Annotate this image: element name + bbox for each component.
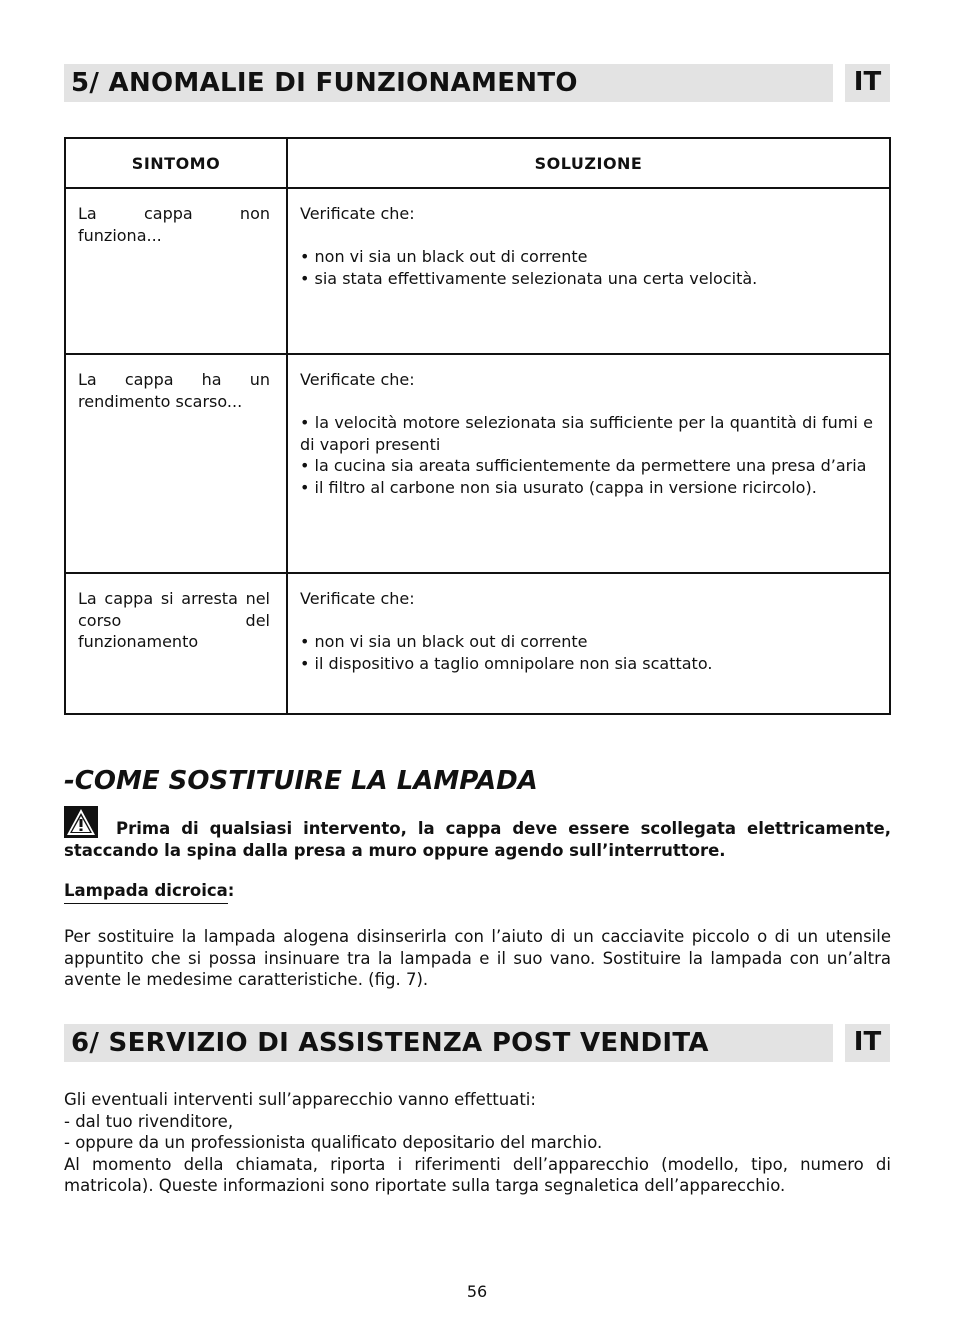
solution-bullet: • la cucina sia areata sufficientemente da permettere una presa d’aria [300, 456, 867, 476]
solution-cell [287, 188, 890, 354]
symptom-cell [65, 573, 287, 714]
language-tag: IT [845, 64, 890, 102]
service-paragraph: Al momento della chiamata, riporta i riferimenti dell’apparecchio (modello, tipo, numero di matricola). Queste informazioni sono riportate sulla targa segnaletica dell’apparecchio. [64, 1154, 891, 1196]
section-5-title: 5/ ANOMALIE DI FUNZIONAMENTO [71, 68, 578, 98]
solution-bullet: • non vi sia un black out di corrente [300, 632, 588, 652]
service-line: - dal tuo rivenditore, [64, 1111, 234, 1131]
symptom-text: La cappa ha un rendimento scarso... [78, 370, 270, 411]
table-header-row [65, 138, 890, 188]
section-5-header [64, 64, 833, 102]
language-tag: IT [845, 1024, 890, 1062]
table-row [65, 188, 890, 354]
symptom-text: La cappa si arresta nel corso del funzionamento [78, 589, 270, 652]
troubleshooting-table [64, 137, 891, 715]
service-text [64, 1089, 891, 1197]
lamp-type-label [64, 881, 234, 900]
solution-bullet: • il dispositivo a taglio omnipolare non sia scattato. [300, 653, 713, 673]
service-line: - oppure da un professionista qualificato depositario del marchio. [64, 1133, 603, 1153]
solution-intro: Verificate che: [300, 204, 415, 223]
solution-bullet: • la velocità motore selezionata sia sufficiente per la quantità di fumi e di vapori presenti [300, 413, 873, 454]
solution-cell [287, 573, 890, 714]
solution-bullet: • sia stata effettivamente selezionata una certa velocità. [300, 268, 758, 288]
column-header-symptom: SINTOMO [65, 138, 287, 188]
solution-bullet: • il filtro al carbone non sia usurato (cappa in versione ricircolo). [300, 477, 817, 497]
symptom-cell [65, 354, 287, 573]
column-header-solution: SOLUZIONE [287, 138, 890, 188]
solution-intro: Verificate che: [300, 370, 415, 389]
section-6-title: 6/ SERVIZIO DI ASSISTENZA POST VENDITA [71, 1028, 709, 1058]
solution-cell [287, 354, 890, 573]
table-row [65, 573, 890, 714]
symptom-text: La cappa non funziona... [78, 204, 270, 245]
solution-intro: Verificate che: [300, 589, 415, 608]
page-number: 56 [466, 1282, 488, 1301]
section-6-header [64, 1024, 833, 1062]
lamp-instructions: Per sostituire la lampada alogena disinserirla con l’aiuto di un cacciavite piccolo o di un utensile appuntito che si possa insinuare tra la lampada e il suo vano. Sostituire la lampada con un’altra avente le medesime caratteristiche. (fig. 7). [64, 927, 891, 990]
symptom-cell [65, 188, 287, 354]
table-row [65, 354, 890, 573]
warning-text: Prima di qualsiasi intervento, la cappa deve essere scollegata elettricamente, staccando la spina dalla presa a muro oppure agendo sull’interruttore. [64, 819, 891, 860]
service-line: Gli eventuali interventi sull’apparecchio vanno effettuati: [64, 1090, 536, 1109]
lamp-type-label-colon: : [227, 881, 235, 900]
lamp-section-title: -COME SOSTITUIRE LA LAMPADA [64, 766, 538, 796]
lamp-type-label-text: Lampada dicroica [64, 881, 228, 904]
solution-bullet: • non vi sia un black out di corrente [300, 247, 588, 267]
